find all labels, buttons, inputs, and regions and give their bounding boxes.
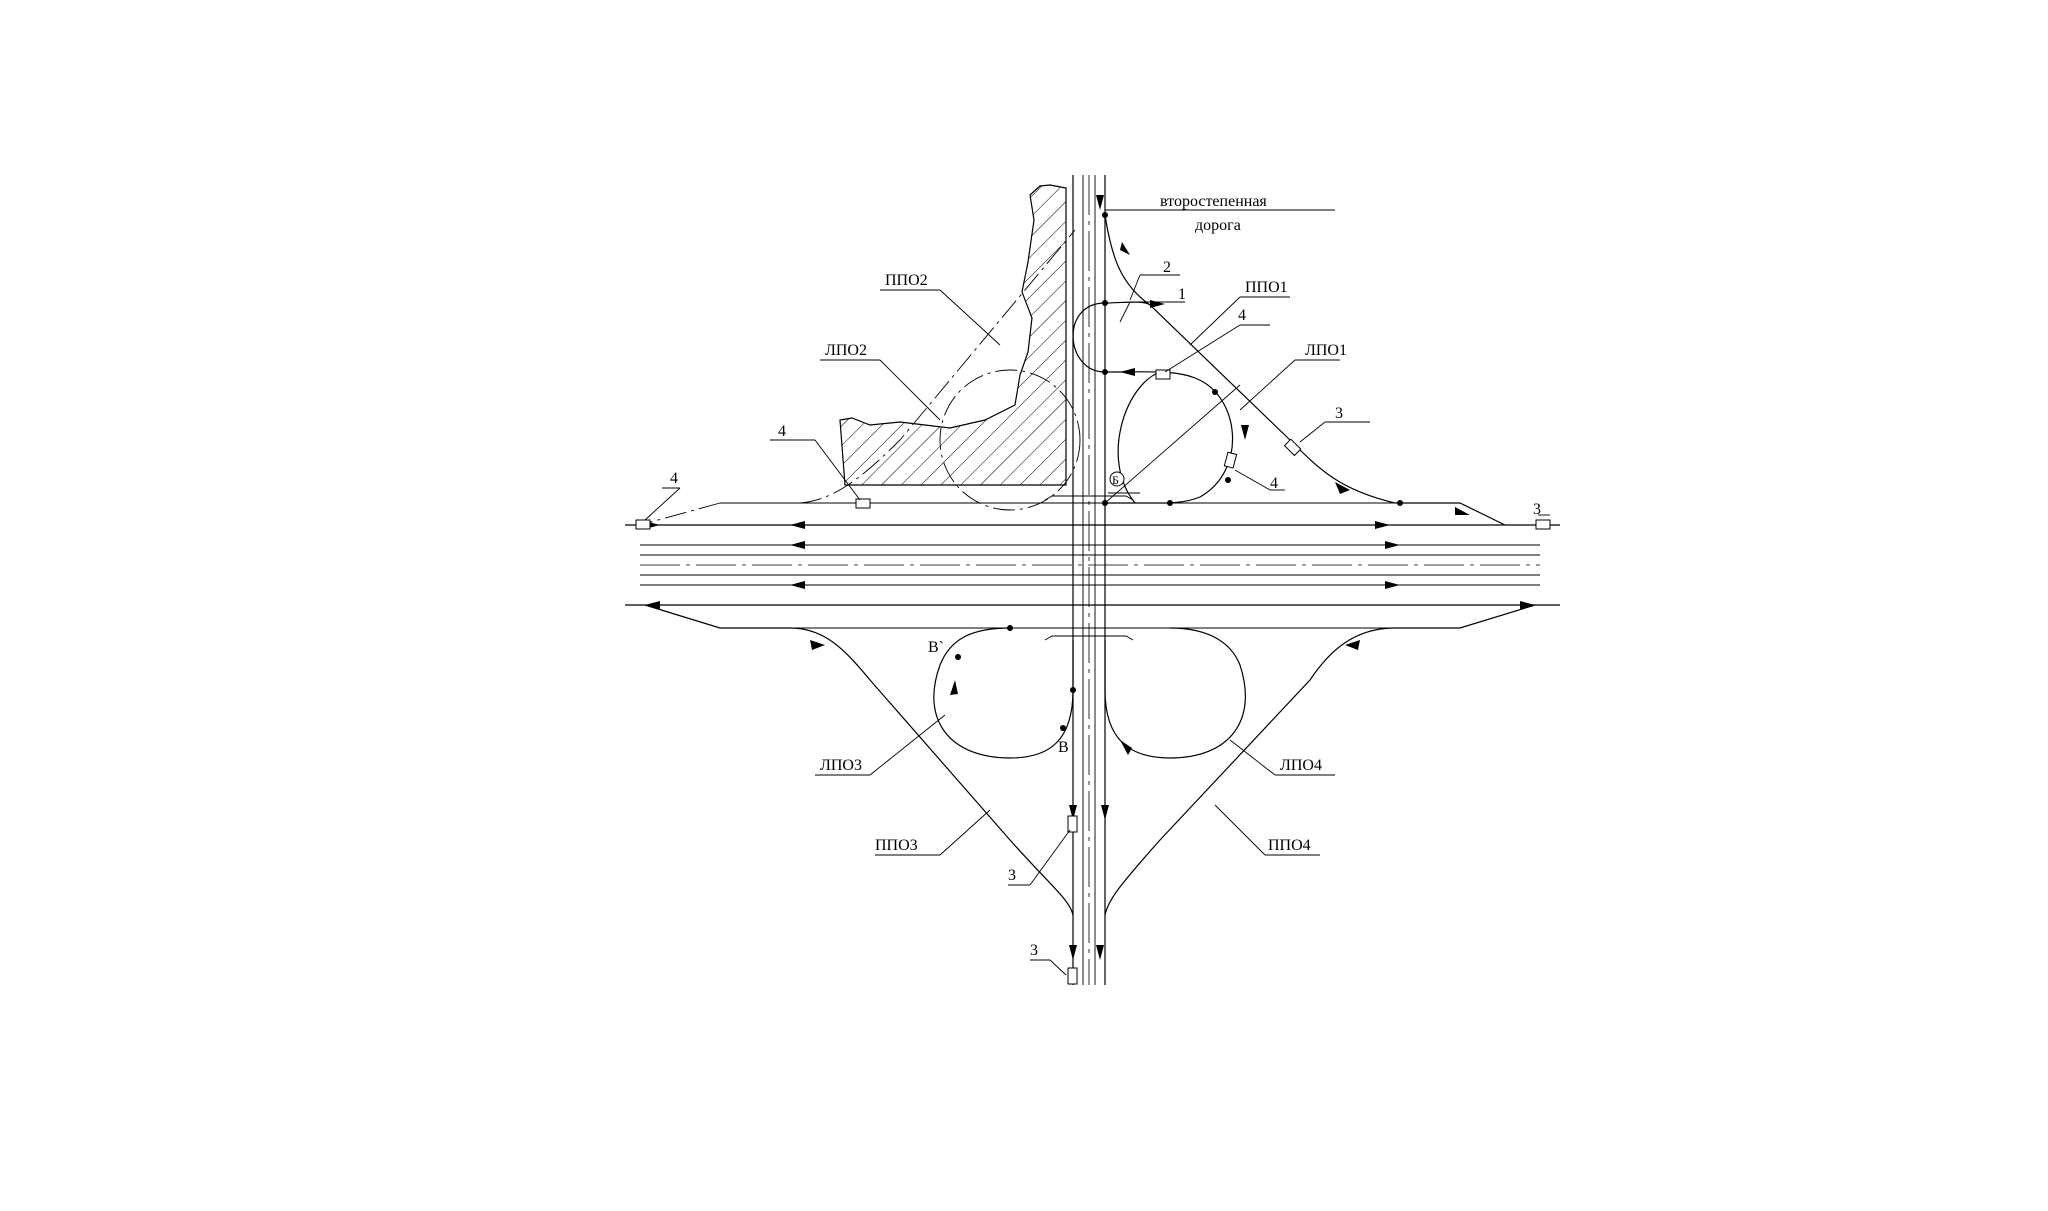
label-4-ppo2: 4 [778, 423, 786, 440]
label-v-prime: В` [928, 639, 944, 656]
main-road [625, 503, 1560, 628]
sign-3-lower [1068, 968, 1077, 984]
sign-4-left [636, 520, 650, 529]
label-4-top: 4 [1238, 307, 1246, 324]
label-4-left: 4 [670, 470, 678, 487]
label-ppo1: ППО1 [1245, 279, 1288, 296]
sign-4-ppo1 [1156, 370, 1170, 379]
label-2: 2 [1163, 259, 1171, 276]
label-4-lpo1: 4 [1270, 475, 1278, 492]
label-3-upper: 3 [1335, 405, 1343, 422]
label-lpo1: ЛПО1 [1305, 342, 1347, 359]
label-ppo2: ППО2 [885, 272, 928, 289]
sign-3-right [1536, 520, 1550, 529]
ramps-upper-right [1073, 215, 1505, 525]
label-1: 1 [1178, 286, 1186, 303]
label-b: Б [1112, 473, 1119, 487]
sign-4-lpo1 [1224, 452, 1236, 468]
secondary-road-label-line1: второстепенная [1160, 193, 1267, 210]
leader-lines [645, 210, 1550, 975]
direction-arrows [645, 195, 1535, 960]
label-ppo4: ППО4 [1268, 837, 1311, 854]
road-signs [636, 370, 1550, 984]
label-3-lower-mid: 3 [1008, 867, 1016, 884]
label-3-right: 3 [1533, 501, 1541, 518]
sign-3-lower-mid [1068, 816, 1077, 832]
secondary-road-label-line2: дорога [1195, 217, 1241, 234]
label-3-lower: 3 [1030, 942, 1038, 959]
label-ppo3: ППО3 [875, 837, 918, 854]
label-lpo2: ЛПО2 [825, 342, 867, 359]
sign-4-ppo2 [856, 499, 870, 508]
label-v: В [1058, 739, 1069, 756]
sign-3-upper [1285, 439, 1301, 455]
hatched-obstacle-area [840, 185, 1066, 485]
label-lpo3: ЛПО3 [820, 757, 862, 774]
label-lpo4: ЛПО4 [1280, 757, 1322, 774]
